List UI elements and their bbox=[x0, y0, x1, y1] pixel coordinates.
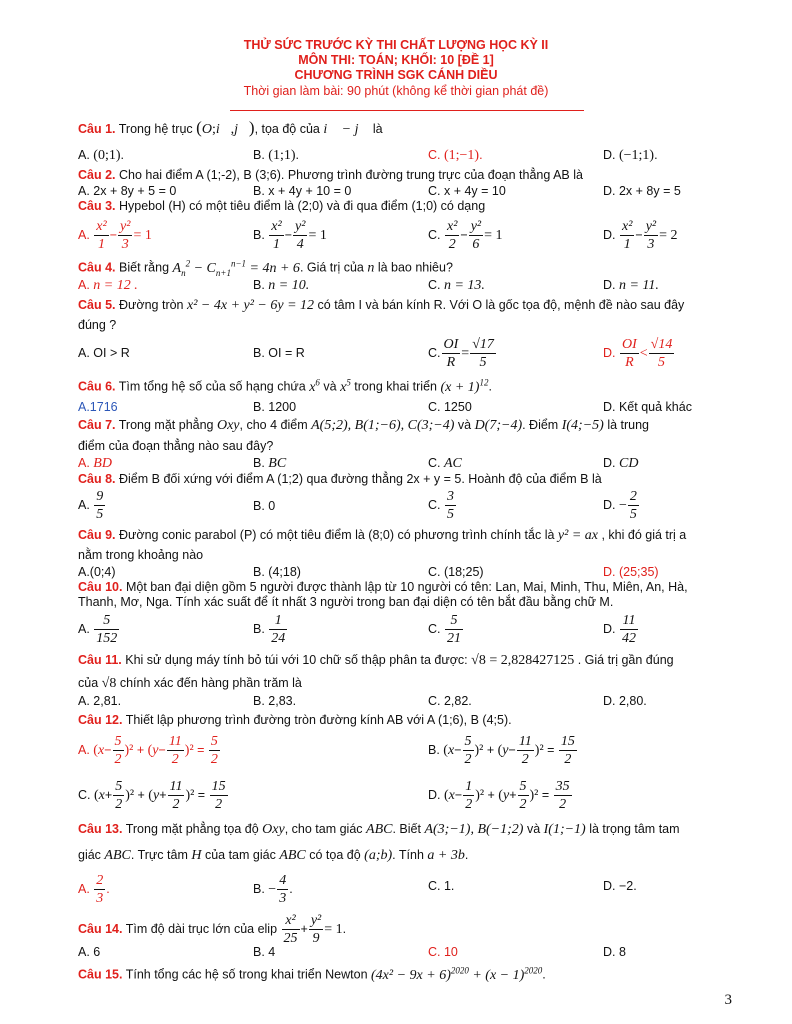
option-a: A. 2,81. bbox=[78, 694, 122, 708]
option-b: B. $\frac{\text{x²}}{1}$ − $\frac{\text{y²}}{4}$ = 1 bbox=[253, 219, 327, 252]
question-label: Câu 1. bbox=[78, 122, 116, 136]
option-d: D. $\frac{OI}{R}$ < $\frac{√14}{5}$ bbox=[603, 337, 673, 370]
option-c: C. $\frac{OI}{R}$ = $\frac{√17}{5}$ bbox=[428, 337, 494, 370]
option-c: C. x + 4y = 10 bbox=[428, 184, 506, 198]
question-10-cont: Thanh, Mơ, Nga. Tính xác suất để ít nhất 3 người trong ban đại diện có tên bắt đầu bằng chữ M. bbox=[78, 595, 614, 609]
question-9: Câu 9. Đường conic parabol (P) có một tiêu điểm là (8;0) có phương trình chính tắc là y² = ax , khi đó giá trị a bbox=[78, 528, 687, 543]
option-c: C. 2,82. bbox=[428, 694, 472, 708]
question-text: là bbox=[372, 122, 383, 136]
option-c: C. (x+ $\frac{5}{2}$ )² + (y+ $\frac{11}{2}$ )² = $\frac{15}{2}$ bbox=[78, 779, 226, 812]
option-b: B. x + 4y + 10 = 0 bbox=[253, 184, 352, 198]
option-d: D. (x− $\frac{1}{2}$ )² + (y+ $\frac{5}{2}$ )² = $\frac{35}{2}$ bbox=[428, 779, 570, 812]
question-3: Câu 3. Hypebol (H) có một tiêu điểm là (2;0) và đi qua điểm (1;0) có dạng bbox=[78, 199, 486, 213]
option-d: D. 8 bbox=[603, 945, 626, 959]
question-11: Câu 11. Khi sử dụng máy tính bỏ túi với 10 chữ số thập phân ta được: √8 = 2,828427125 . Giá trị gần đúng bbox=[78, 653, 674, 668]
option-c: C. n = 13. bbox=[428, 278, 485, 293]
option-c: C. (1;−1). bbox=[428, 148, 483, 163]
question-text: Trong hệ trục bbox=[118, 122, 193, 136]
option-d: D. Kết quả khác bbox=[603, 400, 692, 414]
option-a: A. (0;1). bbox=[78, 148, 124, 163]
header-divider bbox=[230, 110, 584, 111]
option-b: B. BC bbox=[253, 456, 287, 471]
option-c: C. $\frac{3}{5}$ bbox=[428, 489, 454, 522]
question-10: Câu 10. Một ban đại diện gồm 5 người được thành lập từ 10 người có tên: Lan, Mai, Minh, Thu, Miên, An, Hà, bbox=[78, 580, 688, 594]
question-text: , tọa độ của bbox=[254, 122, 320, 136]
option-b: B. $\frac{1}{24}$ bbox=[253, 613, 286, 646]
question-13-cont: giác ABC. Trực tâm H của tam giác ABC có tọa độ (a;b). Tính a + 3b. bbox=[78, 848, 469, 863]
option-d: D. (25;35) bbox=[603, 565, 659, 579]
option-d: D. (−1;1). bbox=[603, 148, 658, 163]
question-2: Câu 2. Cho hai điểm A (1;-2), B (3;6). Phương trình đường trung trực của đoạn thẳng AB là bbox=[78, 168, 583, 182]
option-b: B. OI = R bbox=[253, 346, 305, 360]
option-b: B. n = 10. bbox=[253, 278, 310, 293]
exam-program: CHƯƠNG TRÌNH SGK CÁNH DIỀU bbox=[294, 68, 498, 82]
option-a: A. $\frac{2}{3}$ . bbox=[78, 873, 110, 906]
question-4: Câu 4. Biết rằng $A_n^2 - C_{n+1}^{n-1} = 4n + 6$. Giá trị của n là bao nhiêu? bbox=[78, 258, 453, 278]
question-7-cont: điểm của đoạn thẳng nào sau đây? bbox=[78, 439, 274, 453]
option-b: B. 4 bbox=[253, 945, 276, 959]
option-c: C. 1. bbox=[428, 879, 455, 893]
option-a: A. $\frac{5}{152}$ bbox=[78, 613, 118, 646]
question-5-cont: đúng ? bbox=[78, 318, 117, 332]
exam-title: THỬ SỨC TRƯỚC KỲ THI CHẤT LƯỢNG HỌC KỲ II bbox=[243, 38, 549, 52]
option-a: A. (x− $\frac{5}{2}$ )² + (y− $\frac{11}{2}$ )² = $\frac{5}{2}$ bbox=[78, 734, 218, 767]
option-a: A.(0;4) bbox=[78, 565, 116, 579]
option-c: C. $\frac{5}{21}$ bbox=[428, 613, 461, 646]
option-a: A. n = 12 . bbox=[78, 278, 138, 293]
option-b: B. (1;1). bbox=[253, 148, 299, 163]
option-a: A. $\frac{\text{x²}}{1}$ − $\frac{\text{y²}}{3}$ = 1 bbox=[78, 219, 152, 252]
option-c: C. AC bbox=[428, 456, 462, 471]
question-12: Câu 12. Thiết lập phương trình đường tròn đường kính AB với A (1;6), B (4;5). bbox=[78, 713, 512, 727]
option-a: A. OI > R bbox=[78, 346, 130, 360]
option-b: B. 1200 bbox=[253, 400, 297, 414]
option-c: C. $\frac{\text{x²}}{2}$ − $\frac{\text{y²}}{6}$ = 1 bbox=[428, 219, 503, 252]
option-d: D. CD bbox=[603, 456, 639, 471]
question-11-cont: của √8 chính xác đến hàng phần trăm là bbox=[78, 676, 302, 691]
option-b: B. (4;18) bbox=[253, 565, 301, 579]
option-a: A. 2x + 8y + 5 = 0 bbox=[78, 184, 177, 198]
exam-time: Thời gian làm bài: 90 phút (không kể thời gian phát đề) bbox=[243, 84, 549, 98]
question-5: Câu 5. Đường tròn x² − 4x + y² − 6y = 12 có tâm I và bán kính R. Với O là gốc tọa độ, mệnh đề nào sau đây bbox=[78, 298, 685, 313]
option-d: D. 2,80. bbox=[603, 694, 647, 708]
question-8: Câu 8. Điểm B đối xứng với điểm A (1;2) qua đường thẳng 2x + y = 5. Hoành độ của điểm B là bbox=[78, 472, 602, 486]
question-13: Câu 13. Trong mặt phẳng tọa độ Oxy, cho tam giác ABC. Biết A(3;−1), B(−1;2) và I(1;−1) là trọng tâm tam bbox=[78, 822, 680, 837]
option-d: D. $\frac{11}{42}$ bbox=[603, 613, 636, 646]
page-number: 3 bbox=[724, 992, 732, 1008]
option-d: D. 2x + 8y = 5 bbox=[603, 184, 681, 198]
exam-subject: MÔN THI: TOÁN; KHỐI: 10 [ĐỀ 1] bbox=[298, 53, 494, 67]
question-15: Câu 15. Tính tổng các hệ số trong khai triển Newton $(4x^2 - 9x + 6)^{2020} + (x - 1)^{2020}$. bbox=[78, 965, 546, 983]
option-c: C. 10 bbox=[428, 945, 458, 959]
option-d: D. $\frac{\text{x²}}{1}$ − $\frac{\text{y²}}{3}$ = 2 bbox=[603, 219, 678, 252]
question-14: Câu 14. Tìm độ dài trục lớn của elip $\frac{\text{x²}}{25}$ + $\frac{\text{y²}}{9}$ = 1. bbox=[78, 913, 347, 946]
option-c: C. (18;25) bbox=[428, 565, 484, 579]
option-b: B. 2,83. bbox=[253, 694, 297, 708]
option-a: A. $\frac{9}{5}$ bbox=[78, 489, 104, 522]
question-7: Câu 7. Trong mặt phẳng Oxy, cho 4 điểm A(5;2), B(1;−6), C(3;−4) và D(7;−4). Điểm I(4;−5) là trung bbox=[78, 418, 650, 433]
option-a: A. 6 bbox=[78, 945, 101, 959]
option-b: B. (x− $\frac{5}{2}$ )² + (y− $\frac{11}{2}$ )² = $\frac{15}{2}$ bbox=[428, 734, 575, 767]
option-b: B. 0 bbox=[253, 499, 276, 513]
option-a: A. BD bbox=[78, 456, 112, 471]
question-6: Câu 6. Tìm tổng hệ số của số hạng chứa $x^6$ và $x^5$ trong khai triển $(x + 1)^{12}$. bbox=[78, 377, 492, 395]
option-d: D. − $\frac{2}{5}$ bbox=[603, 489, 637, 522]
option-c: C. 1250 bbox=[428, 400, 472, 414]
option-d: D. n = 11. bbox=[603, 278, 659, 293]
question-9-cont: nằm trong khoảng nào bbox=[78, 548, 204, 562]
option-a: A.1716 bbox=[78, 400, 118, 414]
question-1: Câu 1. Trong hệ trục (O;i⃗,j⃗), tọa độ của i⃗ − j⃗ là bbox=[78, 118, 383, 137]
option-b: B. − $\frac{4}{3}$ . bbox=[253, 873, 293, 906]
option-d: D. −2. bbox=[603, 879, 637, 893]
